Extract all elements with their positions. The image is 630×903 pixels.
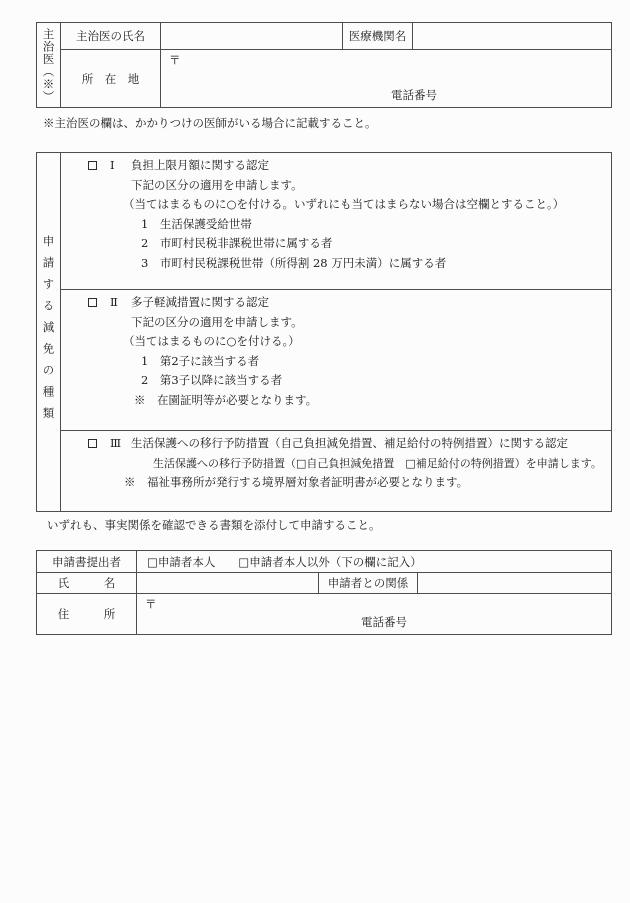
submitter-phone-label: 電話番号 <box>361 615 407 629</box>
section-line: 1 生活保護受給世帯 <box>141 216 252 231</box>
physician-note: ※主治医の欄は、かかりつけの医師がいる場合に記載すること。 <box>43 116 377 130</box>
submitter-address-field[interactable] <box>137 594 611 634</box>
submitter-table <box>36 550 612 635</box>
section-header <box>61 156 611 176</box>
submitter-label: 申請書提出者 <box>37 551 137 572</box>
physician-address-field[interactable] <box>161 50 611 107</box>
section-title: 生活保護への移行予防措置（自己負担減免措置、補足給付の特例措置）に関する認定 <box>131 436 568 450</box>
section-checkbox[interactable] <box>88 161 97 170</box>
section-checkbox[interactable] <box>88 439 97 448</box>
institution-name-label: 医療機関名 <box>343 23 413 49</box>
physician-table <box>36 22 612 108</box>
physician-postal-mark-icon: 〒 <box>169 53 181 67</box>
section-line: 下記の区分の適用を申請します。 <box>131 314 303 329</box>
section-line: 下記の区分の適用を申請します。 <box>131 177 303 192</box>
section-checkbox[interactable] <box>88 298 97 307</box>
physician-side-cell <box>37 23 61 107</box>
exemption-section <box>61 290 611 431</box>
section-numeral: Ⅰ <box>110 158 115 172</box>
section-line: 3 市町村民税課税世帯（所得割 28 万円未満）に属する者 <box>141 255 447 270</box>
section-header <box>61 293 611 313</box>
submitter-type-options[interactable]: □申請者本人 □申請者本人以外（下の欄に記入） <box>147 554 422 569</box>
section-numeral: Ⅲ <box>110 436 122 450</box>
section-line: （当てはまるものに○を付ける。いずれにも当てはまらない場合は空欄とすること。） <box>123 197 565 211</box>
attachment-note: いずれも、事実関係を確認できる書類を添付して申請すること。 <box>47 518 381 532</box>
section-line: ※ 福祉事務所が発行する境界層対象者証明書が必要となります。 <box>124 475 469 489</box>
exemption-sections <box>61 153 611 511</box>
exemption-section <box>61 431 611 511</box>
section-line: 1 第2子に該当する者 <box>141 353 260 368</box>
relation-label: 申請者との関係 <box>319 573 418 593</box>
submitter-name-label: 氏 名 <box>37 573 137 593</box>
physician-address-label: 所 在 地 <box>61 50 161 107</box>
physician-side-label: 主治医（※） <box>41 27 56 103</box>
physician-phone-label: 電話番号 <box>391 88 437 102</box>
physician-name-field[interactable] <box>161 23 343 49</box>
section-line: 2 第3子以降に該当する者 <box>141 373 283 387</box>
exemption-side-cell <box>37 153 61 511</box>
exemption-side-label: 申請する減免の種類 <box>41 235 56 429</box>
exemption-section <box>61 153 611 290</box>
section-line: ※ 在園証明等が必要となります。 <box>134 392 318 407</box>
institution-name-field[interactable] <box>413 23 611 49</box>
submitter-address-label: 住 所 <box>37 594 137 634</box>
section-line: 生活保護への移行予防措置（□自己負担減免措置 □補足給付の特例措置）を申請します。 <box>153 456 602 470</box>
submitter-postal-mark-icon: 〒 <box>145 597 157 611</box>
section-numeral: Ⅱ <box>110 295 118 309</box>
submitter-name-field[interactable] <box>137 573 319 593</box>
section-line: 2 市町村民税非課税世帯に属する者 <box>141 236 333 250</box>
physician-name-label: 主治医の氏名 <box>61 23 161 49</box>
section-title: 多子軽減措置に関する認定 <box>131 295 269 309</box>
section-title: 負担上限月額に関する認定 <box>131 158 269 172</box>
section-header <box>61 434 611 454</box>
section-line: （当てはまるものに○を付ける。） <box>123 334 300 348</box>
exemption-table <box>36 152 612 512</box>
relation-field[interactable] <box>418 573 611 593</box>
